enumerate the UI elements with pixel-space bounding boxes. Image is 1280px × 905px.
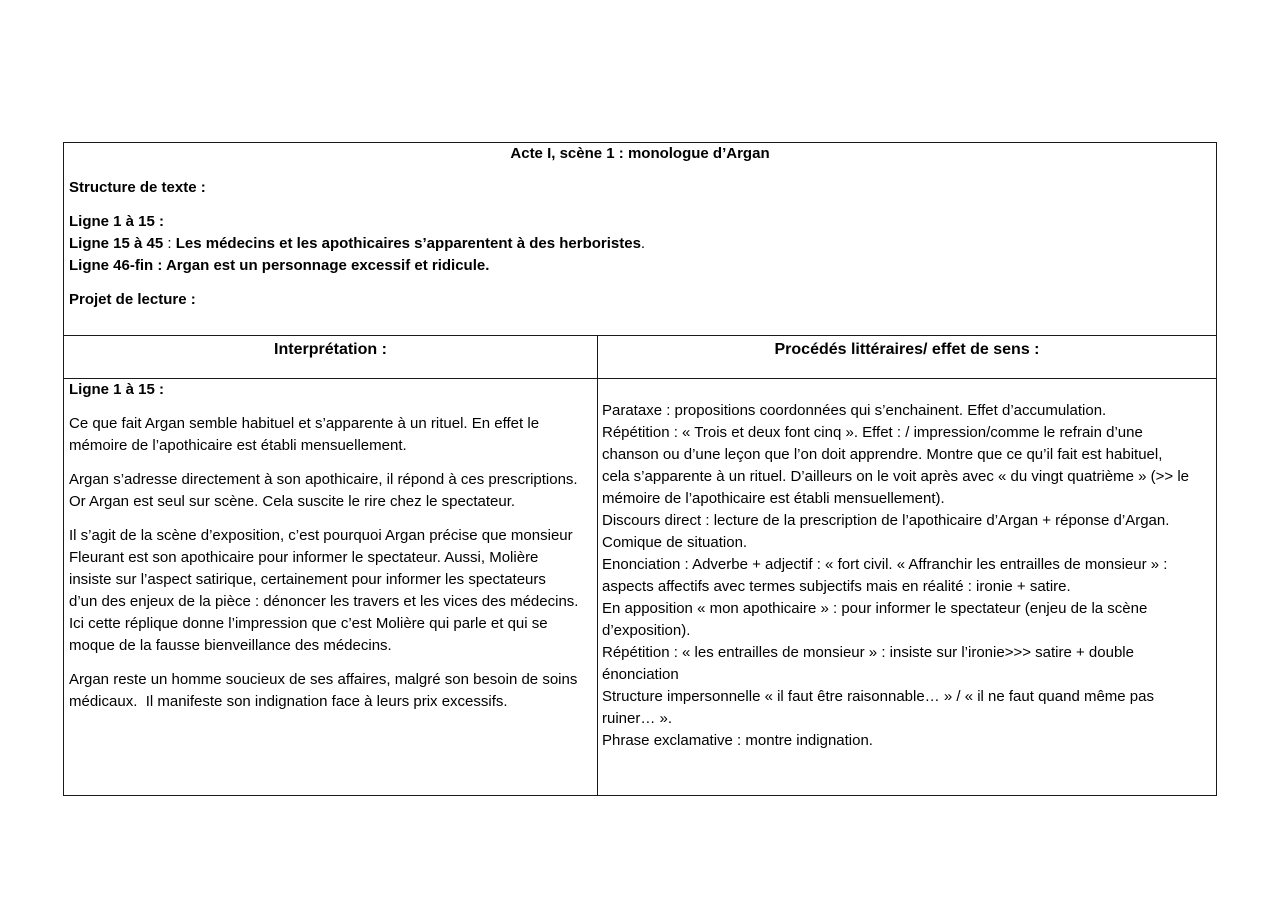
structure-line-text: Les médecins et les apothicaires s’apparentent à des herboristes xyxy=(175,235,641,252)
procedes-line: énonciation xyxy=(602,666,679,683)
structure-line-separator: : xyxy=(163,235,176,252)
interpretation-line: Argan s’adresse directement à son apothicaire, il répond à ces prescriptions. xyxy=(69,471,578,488)
column-header-procedes: Procédés littéraires/ effet de sens : xyxy=(774,341,1040,358)
structure-line-separator: : xyxy=(153,257,166,274)
procedes-line: ruiner… ». xyxy=(602,710,673,727)
procedes-line: Répétition : « Trois et deux font cinq ». Effet : / impression/comme le refrain d’une xyxy=(602,424,1143,441)
interpretation-line: Il s’agit de la scène d’exposition, c’est pourquoi Argan précise que monsieur xyxy=(69,527,573,544)
structure-line xyxy=(69,255,1211,277)
column-divider xyxy=(597,335,598,795)
interpretation-line: mémoire de l’apothicaire est établi mensuellement. xyxy=(69,437,407,454)
procedes-line: aspects affectifs avec termes subjectifs mais en réalité : ironie + satire. xyxy=(602,578,1071,595)
interpretation-line: Or Argan est seul sur scène. Cela suscite le rire chez le spectateur. xyxy=(69,493,516,510)
structure-lines xyxy=(69,211,1211,277)
interpretation-paragraph xyxy=(69,525,593,657)
interpretation-line: d’un des enjeux de la pièce : dénoncer les travers et les vices des médecins. xyxy=(69,593,579,610)
structure-heading: Structure de texte : xyxy=(69,179,206,196)
procedes-line: d’exposition). xyxy=(602,622,691,639)
structure-line-end: . xyxy=(640,235,646,252)
interpretation-line: Fleurant est son apothicaire pour informer le spectateur. Aussi, Molière xyxy=(69,549,539,566)
structure-line-end: . xyxy=(485,257,490,274)
structure-line-separator: : xyxy=(154,213,165,230)
interpretation-paragraph xyxy=(69,413,593,457)
procedes-line: Comique de situation. xyxy=(602,534,748,551)
interpretation-cell xyxy=(69,379,593,725)
structure-line xyxy=(69,211,1211,233)
reading-project-heading: Projet de lecture : xyxy=(69,291,196,308)
procedes-line: mémoire de l’apothicaire est établi mensuellement). xyxy=(602,490,945,507)
table-top-section xyxy=(64,143,1216,335)
interpretation-line: moque de la fausse bienveillance des médecins. xyxy=(69,637,392,654)
procedes-line: Enonciation : Adverbe + adjectif : « fort civil. « Affranchir les entrailles de monsieur » : xyxy=(602,556,1168,573)
procedes-line: chanson ou d’une leçon que l’on doit apprendre. Montre que ce qu’il fait est habituel, xyxy=(602,446,1163,463)
interpretation-paragraph xyxy=(69,469,593,513)
procedes-line: Répétition : « les entrailles de monsieur » : insiste sur l’ironie>>> satire + double xyxy=(602,644,1134,661)
procedes-line: Structure impersonnelle « il faut être raisonnable… » / « il ne faut quand même pas xyxy=(602,688,1154,705)
document-title: Acte I, scène 1 : monologue d’Argan xyxy=(510,145,770,162)
procedes-line: En apposition « mon apothicaire » : pour informer le spectateur (enjeu de la scène xyxy=(602,600,1148,617)
interpretation-line: Ici cette réplique donne l’impression que c’est Molière qui parle et qui se xyxy=(69,615,548,632)
interpretation-line: Argan reste un homme soucieux de ses affaires, malgré son besoin de soins xyxy=(69,671,578,688)
structure-line-label: Ligne 1 à 15 xyxy=(69,213,155,230)
analysis-table xyxy=(63,142,1217,796)
interpretation-section-label: Ligne 1 à 15 : xyxy=(69,381,165,398)
interpretation-paragraph xyxy=(69,669,593,713)
column-header-interpretation: Interprétation : xyxy=(274,341,387,358)
structure-line xyxy=(69,233,1211,255)
procedes-cell xyxy=(602,400,1212,752)
interpretation-line: Ce que fait Argan semble habituel et s’apparente à un rituel. En effet le xyxy=(69,415,540,432)
procedes-line: Phrase exclamative : montre indignation. xyxy=(602,732,873,749)
divider-top-section xyxy=(64,335,1216,336)
structure-line-label: Ligne 15 à 45 xyxy=(69,235,164,252)
interpretation-line: médicaux. Il manifeste son indignation face à leurs prix excessifs. xyxy=(69,693,508,710)
procedes-line: cela s’apparente à un rituel. D’ailleurs on le voit après avec « du vingt quatrième » (>> le xyxy=(602,468,1189,485)
interpretation-line: insiste sur l’aspect satirique, certainement pour informer les spectateurs xyxy=(69,571,546,588)
structure-line-label: Ligne 46-fin xyxy=(69,257,154,274)
procedes-line: Parataxe : propositions coordonnées qui s’enchainent. Effet d’accumulation. xyxy=(602,402,1107,419)
structure-line-text: Argan est un personnage excessif et ridicule xyxy=(165,257,486,274)
procedes-line: Discours direct : lecture de la prescription de l’apothicaire d’Argan + réponse d’Argan. xyxy=(602,512,1170,529)
